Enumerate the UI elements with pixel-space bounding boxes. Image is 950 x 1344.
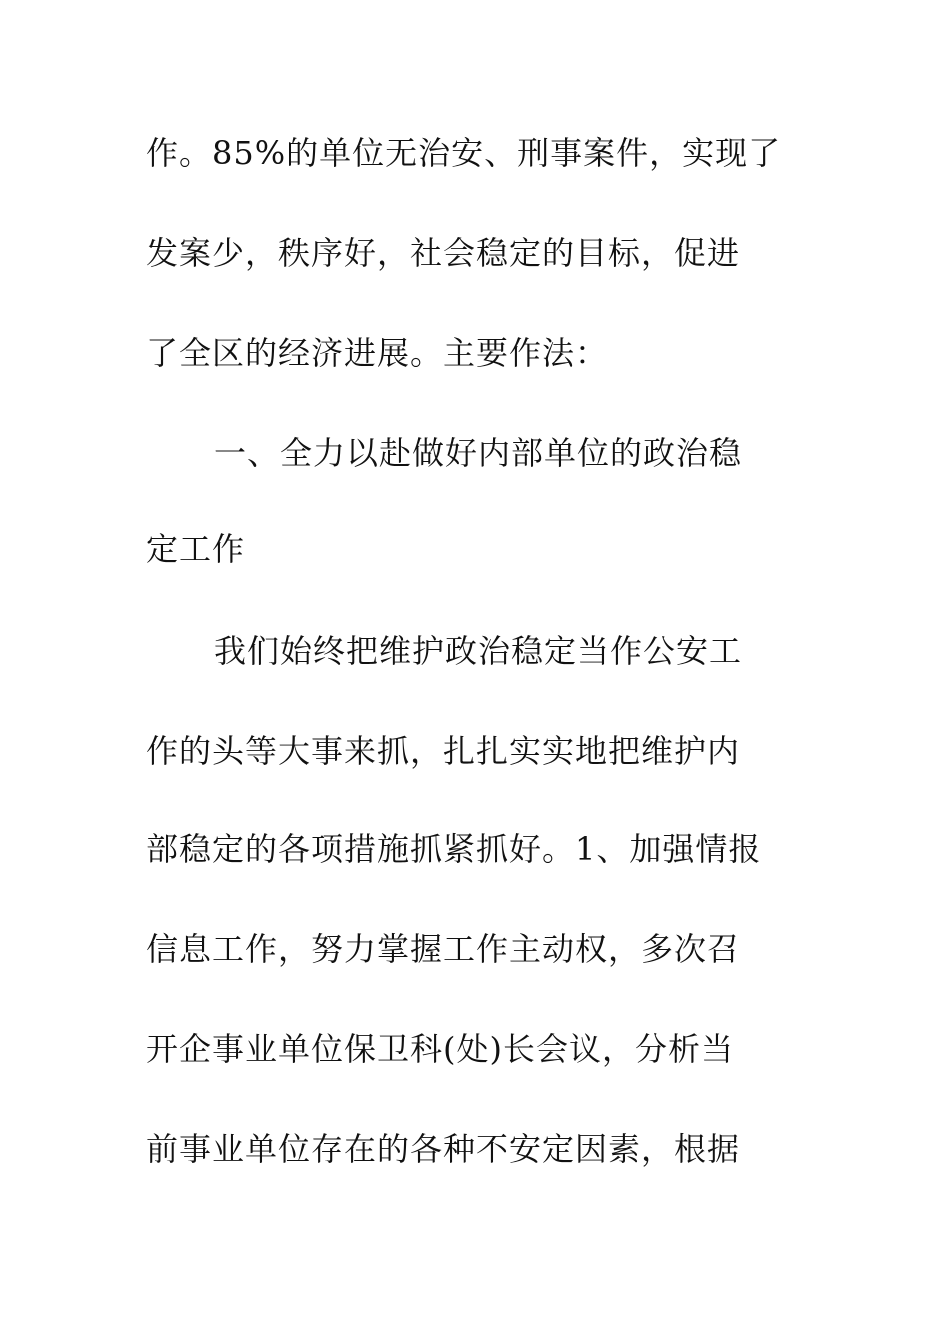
text-line-10: 开企事业单位保卫科(处)长会议，分析当: [146, 1030, 734, 1068]
text-line-8: 部稳定的各项措施抓紧抓好。1、加强情报: [146, 830, 762, 868]
section-heading-line-1: 一、全力以赴做好内部单位的政治稳: [214, 434, 743, 472]
text-line-9: 信息工作，努力掌握工作主动权，多次召: [146, 930, 741, 968]
text-line-2: 发案少，秩序好，社会稳定的目标，促进: [146, 234, 741, 272]
section-heading-line-2: 定工作: [146, 530, 246, 568]
text-line-1: 作。85%的单位无治安、刑事案件，实现了: [146, 134, 782, 172]
text-line-6: 我们始终把维护政治稳定当作公安工: [214, 632, 743, 670]
text-line-7: 作的头等大事来抓，扎扎实实地把维护内: [146, 732, 741, 770]
text-line-11: 前事业单位存在的各种不安定因素，根据: [146, 1130, 741, 1168]
text-line-3: 了全区的经济进展。主要作法：: [146, 334, 609, 372]
